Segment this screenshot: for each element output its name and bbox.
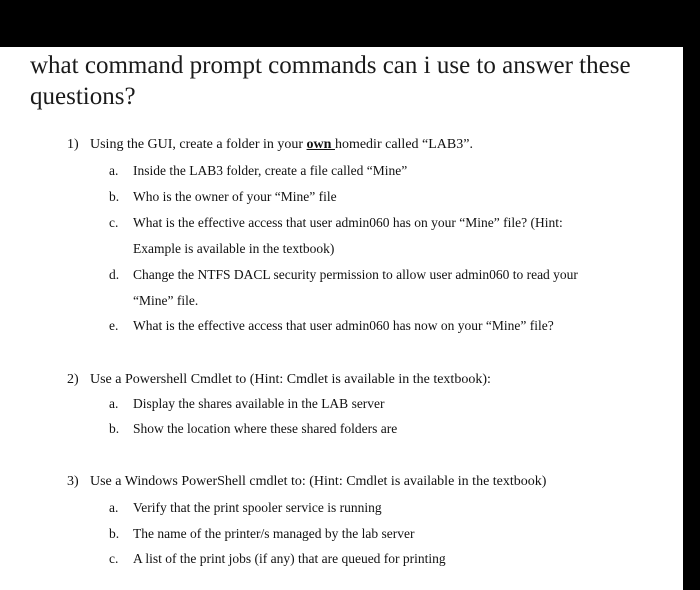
- item-letter: b.: [109, 421, 120, 436]
- question-number: 3): [67, 474, 79, 489]
- right-edge-bar: [683, 0, 700, 590]
- question-text: Use a Windows PowerShell cmdlet to: (Hint: Cmdlet is available in the textbook): [90, 474, 547, 489]
- item-letter: c.: [109, 551, 119, 566]
- item-text: Who is the owner of your “Mine” file: [133, 189, 337, 204]
- item-text: Change the NTFS DACL security permission to allow user admin060 to read your: [133, 267, 578, 282]
- item-letter: d.: [109, 267, 120, 282]
- question-text: Using the GUI, create a folder in your own homedir called “LAB3”.: [90, 137, 473, 152]
- item-letter: b.: [109, 189, 120, 204]
- item-text: The name of the printer/s managed by the lab server: [133, 526, 415, 541]
- page-title: what command prompt commands can i use to answer these questions?: [30, 52, 631, 110]
- item-letter: a.: [109, 163, 119, 178]
- question-text: Use a Powershell Cmdlet to (Hint: Cmdlet is available in the textbook):: [90, 372, 491, 387]
- item-letter: c.: [109, 215, 119, 230]
- item-letter: a.: [109, 500, 119, 515]
- item-letter: b.: [109, 526, 120, 541]
- question-number: 2): [67, 372, 79, 387]
- item-text: Verify that the print spooler service is running: [133, 500, 382, 515]
- item-text: Show the location where these shared folders are: [133, 421, 398, 436]
- item-text-continued: Example is available in the textbook): [133, 241, 335, 256]
- item-letter: a.: [109, 396, 119, 411]
- item-text: What is the effective access that user admin060 has on your “Mine” file? (Hint:: [133, 215, 563, 230]
- question-page: [0, 47, 683, 590]
- item-text: Inside the LAB3 folder, create a file called “Mine”: [133, 163, 408, 178]
- item-text-continued: “Mine” file.: [133, 293, 199, 308]
- item-text: What is the effective access that user admin060 has now on your “Mine” file?: [133, 318, 554, 333]
- emphasis-own: own: [306, 137, 335, 152]
- item-text: A list of the print jobs (if any) that are queued for printing: [133, 551, 446, 566]
- item-text: Display the shares available in the LAB server: [133, 396, 385, 411]
- item-letter: e.: [109, 318, 119, 333]
- question-number: 1): [67, 137, 79, 152]
